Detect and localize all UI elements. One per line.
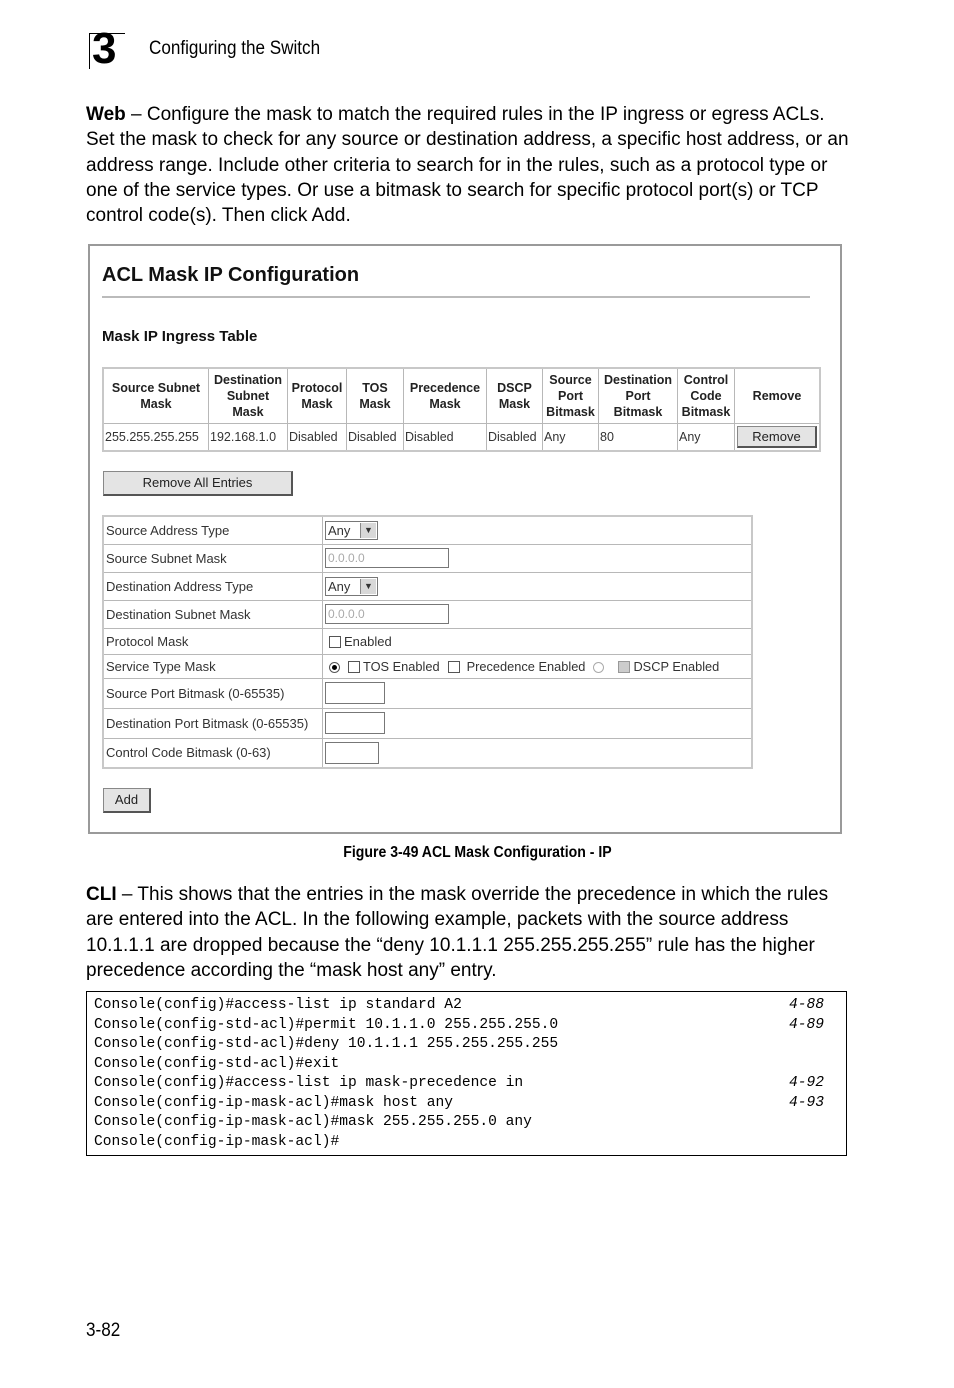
chapter-number: 3 [92, 24, 117, 73]
chapter-box-left [89, 33, 90, 69]
remove-all-entries-button[interactable]: Remove All Entries [103, 471, 293, 496]
source-port-bitmask-input[interactable] [325, 682, 385, 704]
form-row [103, 708, 752, 738]
tos-precedence-radio[interactable] [329, 662, 340, 673]
column-header: Destination Subnet Mask [209, 368, 288, 424]
add-button[interactable]: Add [103, 788, 151, 813]
form-row [103, 738, 752, 768]
form-row [103, 600, 752, 628]
column-header: Protocol Mask [288, 368, 347, 424]
form-value-cell [323, 738, 753, 768]
code-line: Console(config)#access-list ip mask-precedence in [94, 1075, 524, 1091]
code-line: Console(config-std-acl)#permit 10.1.1.0 255.255.255.0 [94, 1016, 559, 1033]
form-row [103, 572, 752, 600]
code-line: Console(config)#access-list ip standard A2 [94, 997, 462, 1013]
chevron-down-icon: ▼ [360, 523, 376, 538]
dscp-radio[interactable] [593, 662, 604, 673]
form-value-cell [323, 628, 753, 654]
form-value-cell [323, 708, 753, 738]
form-value-cell [323, 544, 753, 572]
form-row [103, 544, 752, 572]
cli-lead: CLI [86, 884, 117, 905]
source-address-type-select[interactable] [325, 521, 378, 540]
code-line: Console(config-std-acl)#deny 10.1.1.1 255.255.255.255 [94, 1036, 559, 1052]
select-value: Any [328, 578, 351, 594]
column-header: Source Port Bitmask [543, 368, 599, 424]
intro-text: – Configure the mask to match the required rules in the IP ingress or egress ACLs. Set the mask to check for any source or destination address, a specific host address, or an address range. Include other criteria to search for in the rules, such as a protocol type or one of the service types. Or use a bitmask to search for specific protocol port(s) or TCP control code(s). Then click Add. [86, 104, 849, 227]
control-code-bitmask-label: Control Code Bitmask (0-63) [103, 738, 323, 768]
table-cell: Any [678, 424, 735, 452]
ingress-table-title: Mask IP Ingress Table [102, 328, 258, 345]
protocol-enabled-checkbox[interactable] [329, 636, 341, 648]
column-header: Source Subnet Mask [103, 368, 209, 424]
running-header: Configuring the Switch [149, 38, 321, 59]
protocol-enabled-label: Enabled [344, 633, 392, 649]
figure-caption [0, 844, 954, 862]
form-value-cell [323, 516, 753, 544]
protocol-mask-label: Protocol Mask [103, 628, 323, 654]
table-cell: 80 [599, 424, 678, 452]
select-value: Any [328, 522, 351, 538]
code-reference: 4-89 [789, 1016, 825, 1033]
figure-caption-text: Figure 3-49 ACL Mask Configuration - IP [342, 844, 612, 861]
precedence-enabled-checkbox[interactable] [448, 661, 460, 673]
column-header: TOS Mask [347, 368, 404, 424]
destination-port-bitmask-input[interactable] [325, 712, 385, 734]
source-address-type-label: Source Address Type [103, 516, 323, 544]
form-value-cell [323, 572, 753, 600]
precedence-enabled-label: Precedence Enabled [466, 658, 586, 674]
cli-code-block [86, 991, 847, 1156]
form-row [103, 654, 752, 678]
table-row [103, 424, 820, 452]
mask-ip-ingress-table [102, 367, 821, 452]
form-value-cell [323, 600, 753, 628]
dscp-enabled-checkbox[interactable] [618, 661, 630, 673]
table-header-row [103, 368, 820, 424]
table-cell: Disabled [288, 424, 347, 452]
column-header: Precedence Mask [404, 368, 487, 424]
column-header: Control Code Bitmask [678, 368, 735, 424]
acl-mask-form [102, 515, 753, 769]
chevron-down-icon: ▼ [360, 579, 376, 594]
form-row [103, 628, 752, 654]
acl-mask-ip-figure [88, 244, 842, 834]
source-subnet-mask-input[interactable]: 0.0.0.0 [325, 548, 449, 568]
cli-text: – This shows that the entries in the mask override the precedence in which the rules are entered into the ACL. In the following example, packets with the source address 10.1.1.1 are dropped because the “deny 10.1.1.1 255.255.255.255” rule has the higher precedence according the “mask host any” entry. [86, 884, 829, 981]
code-line: Console(config-ip-mask-acl)#mask host any [94, 1094, 454, 1111]
title-divider [102, 296, 810, 298]
page-number: 3-82 [86, 1320, 121, 1341]
form-row [103, 516, 752, 544]
table-cell: 255.255.255.255 [103, 424, 209, 452]
table-cell: 192.168.1.0 [209, 424, 288, 452]
destination-port-bitmask-label: Destination Port Bitmask (0-65535) [103, 708, 323, 738]
table-cell: Disabled [487, 424, 543, 452]
control-code-bitmask-input[interactable] [325, 742, 379, 764]
destination-subnet-mask-label: Destination Subnet Mask [103, 600, 323, 628]
tos-enabled-label: TOS Enabled [363, 658, 440, 674]
table-cell: Any [543, 424, 599, 452]
source-port-bitmask-label: Source Port Bitmask (0-65535) [103, 678, 323, 708]
table-cell: Disabled [347, 424, 404, 452]
page-title: ACL Mask IP Configuration [102, 264, 360, 286]
code-line: Console(config-ip-mask-acl)# [94, 1133, 340, 1150]
form-value-cell [323, 678, 753, 708]
column-header: Remove [735, 368, 821, 424]
destination-address-type-label: Destination Address Type [103, 572, 323, 600]
remove-entry-button[interactable]: Remove [737, 426, 817, 448]
form-value-cell [323, 654, 753, 678]
source-subnet-mask-label: Source Subnet Mask [103, 544, 323, 572]
code-reference: 4-88 [789, 997, 825, 1013]
code-reference: 4-92 [789, 1075, 825, 1091]
column-header: Destination Port Bitmask [599, 368, 678, 424]
dscp-enabled-label: DSCP Enabled [633, 658, 720, 674]
code-line: Console(config-std-acl)#exit [94, 1055, 340, 1072]
code-line: Console(config-ip-mask-acl)#mask 255.255.255.0 any [94, 1114, 532, 1130]
tos-enabled-checkbox[interactable] [348, 661, 360, 673]
form-row [103, 678, 752, 708]
destination-address-type-select[interactable] [325, 577, 378, 596]
intro-paragraph [86, 102, 856, 228]
intro-lead: Web [86, 104, 126, 125]
column-header: DSCP Mask [487, 368, 543, 424]
code-reference: 4-93 [789, 1094, 825, 1111]
cli-paragraph [86, 882, 848, 983]
table-cell: Disabled [404, 424, 487, 452]
remove-cell [735, 424, 821, 452]
destination-subnet-mask-input[interactable]: 0.0.0.0 [325, 604, 449, 624]
service-type-mask-label: Service Type Mask [103, 654, 323, 678]
